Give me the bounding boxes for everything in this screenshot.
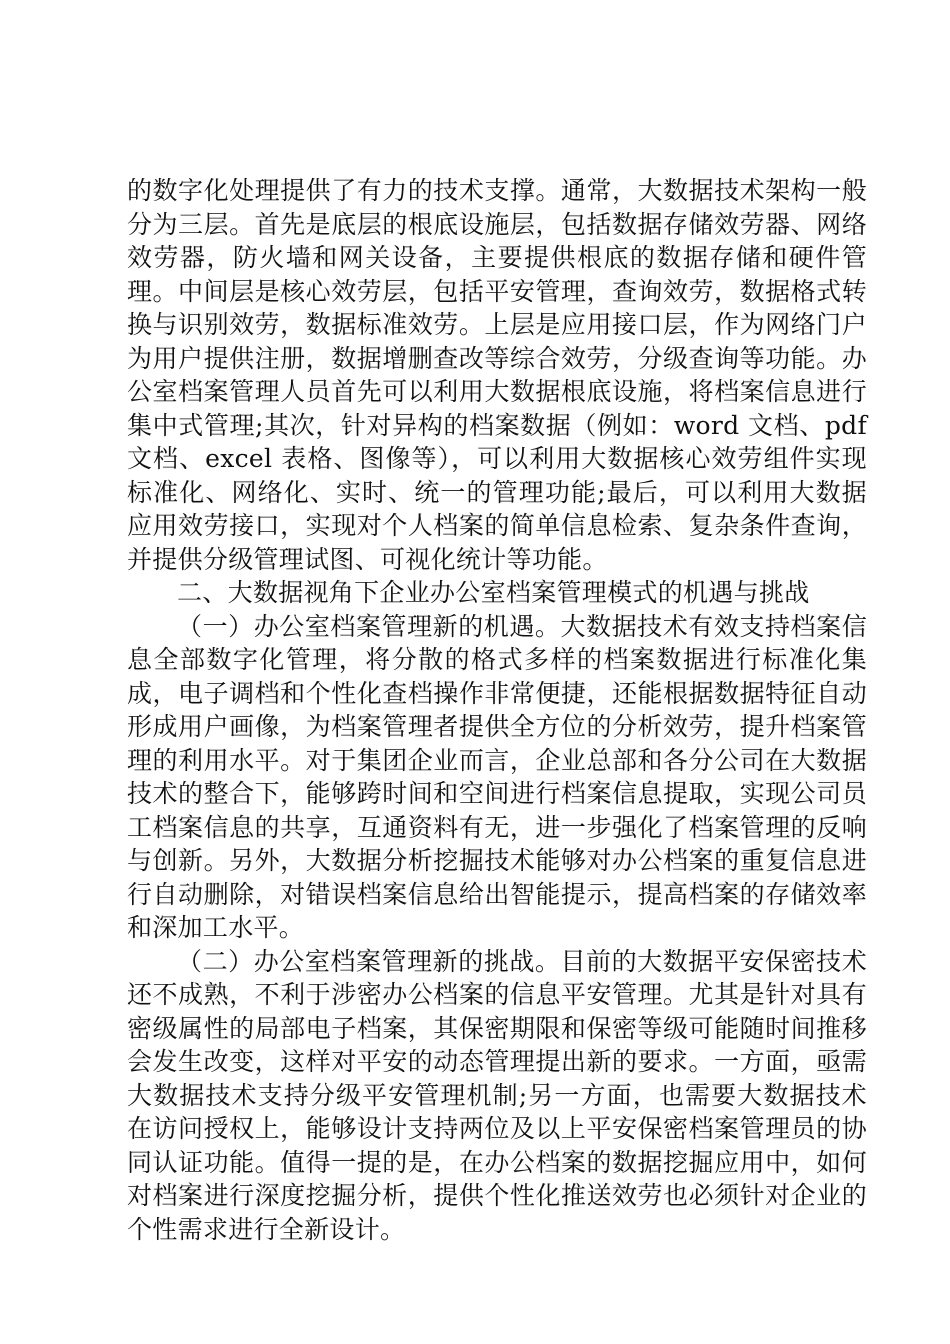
paragraph-opportunities: （一）办公室档案管理新的机遇。大数据技术有效支持档案信息全部数字化管理，将分散的格式多样的档案数据进行标准化集成，电子调档和个性化查档操作非常便捷，还能根据数据特征自动形成用户画像，为档案管理者提供全方位的分析效劳，提升档案管理的利用水平。对于集团企业而言，企业总部和各分公司在大数据技术的整合下，能够跨时间和空间进行档案信息提取，实现公司员工档案信息的共享，互通资料有无，进一步强化了档案管理的反响与创新。另外，大数据分析挖掘技术能够对办公档案的重复信息进行自动删除，对错误档案信息给出智能提示，提高档案的存储效率和深加工水平。 — [127, 611, 867, 942]
section-heading-opportunities-challenges: 二、大数据视角下企业办公室档案管理模式的机遇与挑战 — [177, 578, 810, 607]
paragraph-architecture: 的数字化处理提供了有力的技术支撑。通常，大数据技术架构一般分为三层。首先是底层的根底设施层，包括数据存储效劳器、网络效劳器，防火墙和网关设备，主要提供根底的数据存储和硬件管理。中间层是核心效劳层，包括平安管理，查询效劳，数据格式转换与识别效劳，数据标准效劳。上层是应用接口层，作为网络门户为用户提供注册，数据增删查改等综合效劳，分级查询等功能。办公室档案管理人员首先可以利用大数据根底设施，将档案信息进行集中式管理;其次，针对异构的档案数据（例如：word 文档、pdf 文档、excel 表格、图像等），可以利用大数据核心效劳组件实现标准化、网络化、实时、统一的管理功能;最后，可以利用大数据应用效劳接口，实现对个人档案的简单信息检索、复杂条件查询，并提供分级管理试图、可视化统计等功能。 — [127, 176, 867, 574]
paragraph-challenges: （二）办公室档案管理新的挑战。目前的大数据平安保密技术还不成熟，不利于涉密办公档案的信息平安管理。尤其是针对具有密级属性的局部电子档案，其保密期限和保密等级可能随时间推移会发生改变，这样对平安的动态管理提出新的要求。一方面，亟需大数据技术支持分级平安管理机制;另一方面，也需要大数据技术在访问授权上，能够设计支持两位及以上平安保密档案管理员的协同认证功能。值得一提的是，在办公档案的数据挖掘应用中，如何对档案进行深度挖掘分析，提供个性化推送效劳也必须针对企业的个性需求进行全新设计。 — [127, 946, 867, 1244]
document-body — [127, 174, 867, 1246]
